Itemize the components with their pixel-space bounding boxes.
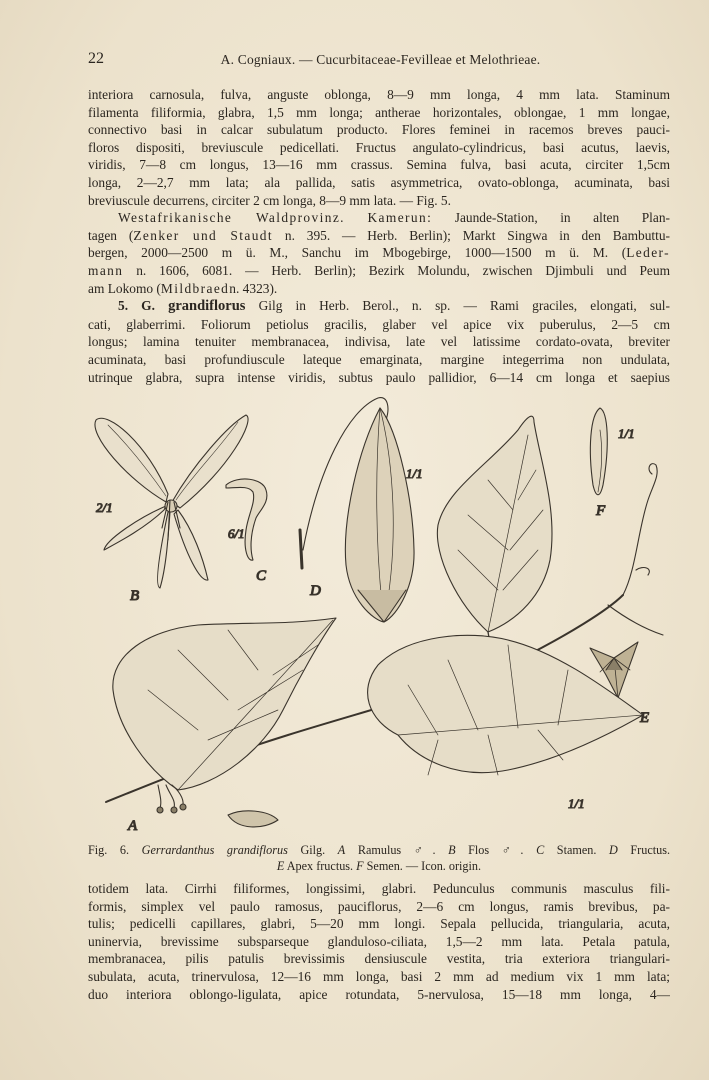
- running-title: A. Cogniaux. — Cucurbitaceae-Fevilleae et Melothrieae.: [220, 52, 541, 67]
- scale-label-f: 1/1: [618, 426, 635, 441]
- text-line: membranacea, pilis patulis brevissimis densiuscule vestita, tria exteriora triangulari-: [88, 951, 670, 967]
- species-authority: Gilg in Herb. Berol., n. sp. — Rami graciles, elongati, sul-: [258, 298, 670, 314]
- locality-text: am Lokomo (: [88, 280, 161, 296]
- caption-text-a: Ramulus ♂.: [357, 843, 436, 857]
- figure-label-e: E: [640, 710, 650, 726]
- caption-letter-b: B: [448, 843, 456, 857]
- distribution-line: [88, 227, 670, 245]
- caption-text-b: Flos ♂.: [468, 843, 524, 857]
- locality-text: n. 4323).: [229, 280, 278, 296]
- region-name: Westafrikanische Waldprovinz.: [118, 210, 345, 226]
- text-line: floros dispositi, breviuscule pedicellati. Fructus angulato-cylindricus, basi acutus, laevis,: [88, 139, 670, 155]
- figure-caption: [88, 842, 670, 874]
- species-name: grandiflorus: [168, 298, 246, 315]
- illustration-svg: [88, 390, 673, 840]
- figure-label-f: F: [596, 503, 606, 519]
- scale-label-d: 1/1: [406, 466, 423, 481]
- text-line: formis, simplex vel paulo ramosus, pauciflorus, 2—6 cm longus, ramis brevibus, pa-: [88, 898, 670, 914]
- text-line: subulata, acuta, trinervulosa, 12—16 mm longa, basi 2 mm ad medium vix 1 mm lata;: [88, 968, 670, 984]
- country-name: Kamerun:: [367, 210, 433, 226]
- distribution-line: [88, 244, 670, 262]
- locality-text: Jaunde-Station, in alten Plan-: [454, 210, 670, 226]
- caption-text-d: Fructus.: [630, 843, 671, 857]
- text-line: interiora carnosula, fulva, anguste oblonga, 8—9 mm longa, 4 mm lata. Staminum: [88, 87, 670, 102]
- caption-authority: Gilg.: [300, 843, 326, 857]
- caption-letter-e: E: [276, 859, 285, 873]
- text-line: duo interiora oblongo-ligulata, apice rotundata, 5-nervulosa, 15—18 mm longa, 4—: [88, 986, 670, 1002]
- caption-taxon: Gerrardanthus grandiflorus: [141, 843, 288, 857]
- figure-label-b: B: [130, 588, 140, 604]
- flower-drawing-b: [95, 415, 248, 588]
- body-text-bottom: [88, 880, 670, 1003]
- collector-name: mann: [88, 262, 124, 278]
- scale-label-c: 6/1: [228, 526, 245, 541]
- caption-text-c: Stamen.: [556, 843, 597, 857]
- text-line: longa, 2—2,7 mm lata; ala pallida, satis asymmetrica, ovato-oblonga, acuminata, basi: [88, 174, 670, 190]
- botanical-illustration: [88, 390, 673, 840]
- caption-text-e: Apex fructus.: [286, 859, 354, 873]
- text-line: utrinque glabra, supra intense viridis, subtus paulo pallidior, 6—14 cm longa et saepius: [88, 369, 670, 385]
- text-line: connectivo basi in calcar subulatum producto. Flores feminei in racemos breves pauci-: [88, 122, 670, 138]
- text-line: totidem lata. Cirrhi filiformes, longissimi, glabri. Pedunculus communis masculus fili-: [88, 881, 670, 896]
- distribution-line: [88, 209, 670, 227]
- caption-letter-a: A: [337, 843, 346, 857]
- figure-label-a: A: [128, 818, 138, 834]
- distribution-line: [88, 262, 670, 280]
- caption-text-f: Semen. — Icon. origin.: [366, 859, 482, 873]
- text-line: cati, glaberrimi. Foliorum petiolus gracilis, glaber vel apice vix puberulus, 2—5 cm: [88, 316, 670, 332]
- caption-letter-d: D: [609, 843, 618, 857]
- text-line: filamenta filiformia, glabra, 1,5 mm longa; antherae horizontales, oblongae, 1 mm longae,: [88, 104, 670, 120]
- figure-label-c: C: [256, 568, 267, 584]
- caption-line: [88, 858, 670, 874]
- caption-fig-number: Fig. 6.: [88, 843, 130, 857]
- stamen-drawing-c: [226, 479, 267, 560]
- page-number: 22: [88, 50, 104, 67]
- caption-letter-c: C: [536, 843, 545, 857]
- collector-name: Mildbraed: [160, 280, 230, 296]
- species-number: 5. G.: [118, 298, 155, 314]
- caption-line: [88, 842, 670, 858]
- text-line: uninervia, brevissime subsparseque glanduloso-ciliata, 1,5—2 mm lata. Petala patula,: [88, 933, 670, 949]
- locality-text: n. 395. — Herb. Berlin); Markt Singwa in den Bambuttu-: [284, 227, 670, 243]
- locality-text: tagen (: [88, 227, 134, 243]
- species-heading-line: [88, 297, 670, 316]
- page-header: [88, 50, 673, 72]
- text-line: acuminata, basi profundiuscule lateque emarginata, margine integerrima non undulata,: [88, 351, 670, 367]
- distribution-line: [88, 280, 670, 298]
- locality-text: bergen, 2000—2500 m ü. M., Sanchu im Mbogebirge, 1000—1500 m ü. M. (: [88, 245, 627, 261]
- text-line: longus; lamina tenuiter membranacea, indivisa, late vel latissime cordato-ovata, breviter: [88, 334, 670, 350]
- text-line: viridis, 7—8 cm longus, 13—16 mm crassus. Semina fulva, basi acuta, circiter 1,5cm: [88, 157, 670, 173]
- seed-drawing-f: [590, 408, 607, 495]
- figure-label-d: D: [310, 583, 321, 599]
- caption-letter-f: F: [356, 859, 364, 873]
- collector-name: Leder-: [626, 245, 670, 261]
- collector-names: Zenker und Staudt: [133, 227, 274, 243]
- text-line: tulis; pedicelli capillares, glabri, 5—20 mm longi. Sepala pellucida, triangularia, acuta,: [88, 916, 670, 932]
- scale-label-a: 1/1: [568, 796, 585, 811]
- scale-label-b: 2/1: [96, 500, 113, 515]
- text-line: breviuscule decurrens, circiter 2 cm longa, 8—9 mm lata. — Fig. 5.: [88, 192, 451, 208]
- locality-text: n. 1606, 6081. — Herb. Berlin); Bezirk Molundu, zwischen Djimbuli und Peum: [136, 262, 670, 278]
- body-text-top: [88, 86, 670, 386]
